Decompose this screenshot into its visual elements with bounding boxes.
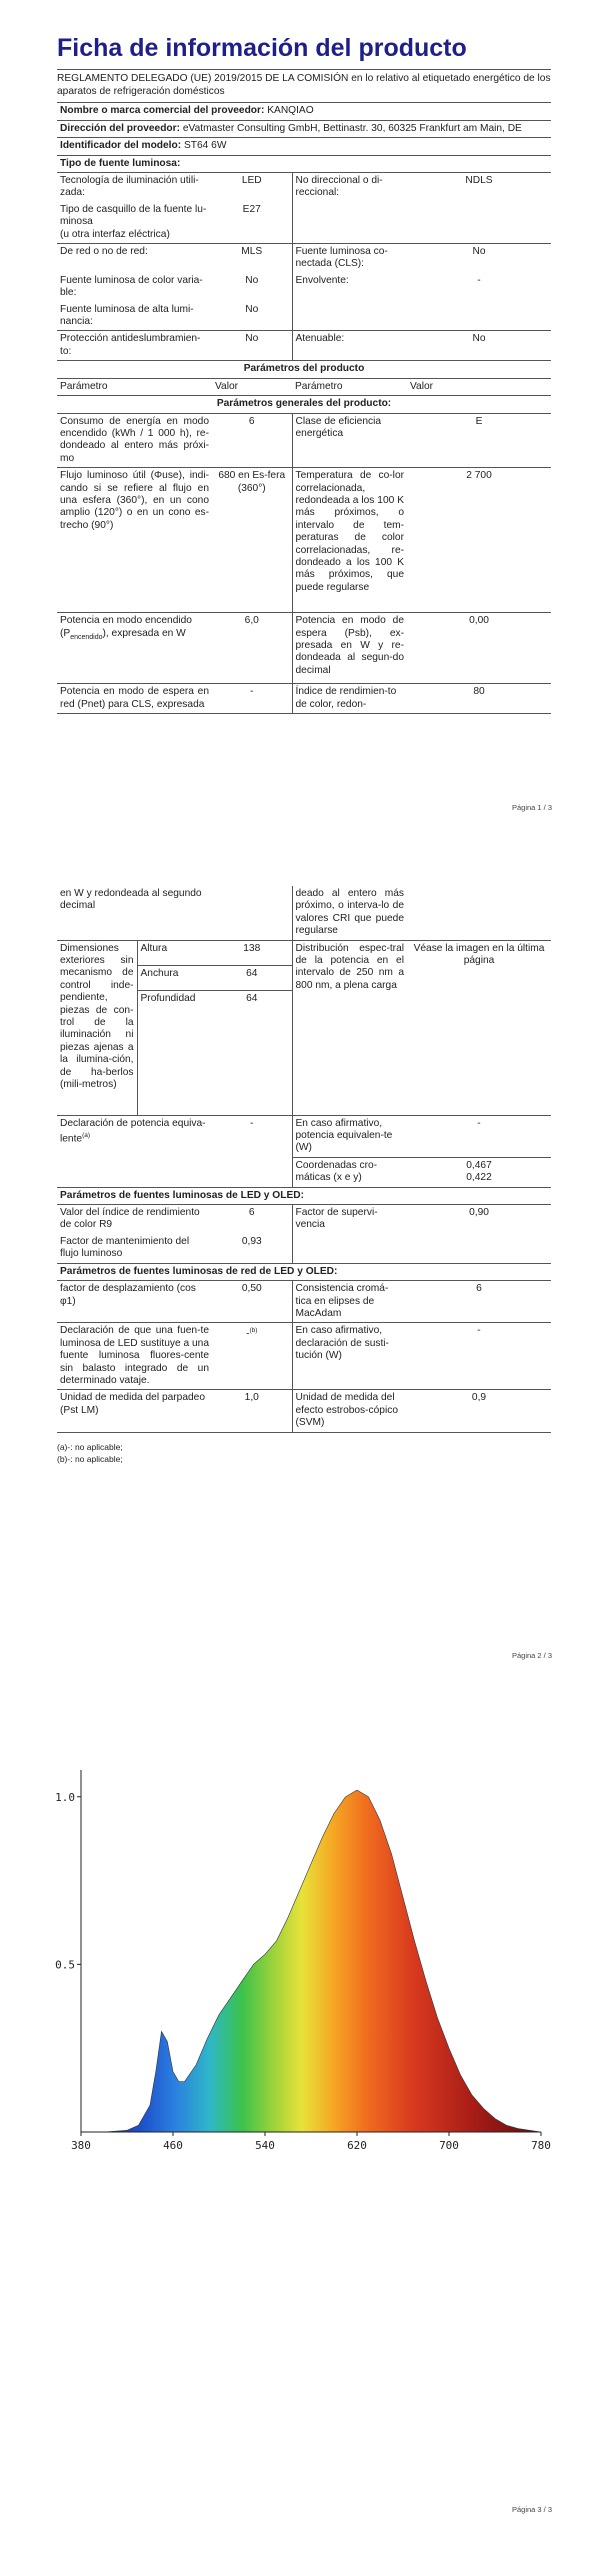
light-source-type-header xyxy=(57,156,551,174)
svm-value: 0,9 xyxy=(407,1390,551,1432)
x-tick-label: 700 xyxy=(439,2139,459,2152)
chroma-label: Coordenadas cro-máticas (x e y) xyxy=(292,1157,407,1187)
page-2-content xyxy=(57,886,551,1465)
r9-value: 6 xyxy=(248,1207,255,1219)
led-params-header: Parámetros de fuentes luminosas de LED y OLED: xyxy=(57,1187,551,1204)
light-source-type-label: Tipo de fuente luminosa: xyxy=(60,157,181,169)
spectrum-area xyxy=(81,1790,541,2132)
cct-value: 2 700 xyxy=(407,468,551,613)
supplier-name-value: KANQIAO xyxy=(267,105,314,116)
chroma-y: 0,422 xyxy=(466,1172,492,1184)
on-power-cell: Potencia en modo encendido $(P_{encendido})$, expresada en W xyxy=(57,613,212,684)
displacement-label: factor de desplazamiento (cos φ1) xyxy=(57,1281,212,1323)
chroma-x: 0,467 xyxy=(466,1159,492,1171)
page-1 xyxy=(0,0,604,840)
energy-value: 6 xyxy=(212,413,292,468)
net-standby-label: Potencia en modo de espera en red (Pnet) para CLS, expresada xyxy=(57,684,212,714)
equiv-power-value: - xyxy=(407,1115,551,1157)
mains-label: De red o no de red: xyxy=(60,246,148,258)
cap-cell xyxy=(57,202,212,244)
product-params-table xyxy=(57,361,551,714)
height-value: 138 xyxy=(212,940,292,965)
supplier-address-row xyxy=(57,121,551,139)
replace-value: - xyxy=(246,1328,250,1340)
y-tick-label: 1.0 xyxy=(55,1790,75,1804)
r9-label: Valor del índice de rendimiento de color R9 xyxy=(60,1207,200,1231)
x-tick-label: 460 xyxy=(163,2139,183,2152)
cap-note: (u otra interfaz eléctrica) xyxy=(60,228,170,240)
page-number-2: Página 2 / 3 xyxy=(511,1651,552,1660)
envelope-value: - xyxy=(477,274,481,286)
flicker-label: Unidad de medida del parpadeo (Pst LM) xyxy=(57,1390,212,1432)
depth-value: 64 xyxy=(212,990,292,1115)
col-param-2: Parámetro xyxy=(292,378,407,395)
tech-label: Tecnología de iluminación utili-zada: xyxy=(60,175,199,199)
height-label: Altura xyxy=(137,940,212,965)
depth-label: Profundidad xyxy=(137,990,212,1115)
class-value: E xyxy=(407,413,551,468)
col-value-2: Valor xyxy=(407,378,551,395)
cri-cont: deado al entero más próximo, o interva-lo de valores CRI que puede regularse xyxy=(292,886,407,940)
x-tick-label: 380 xyxy=(71,2139,91,2152)
equiv-label: Declaración de potencia equiva-lente xyxy=(60,1117,206,1145)
high-lum-value: No xyxy=(212,302,292,331)
equiv-value: - xyxy=(212,1115,292,1187)
spd-label: Distribución espec-tral de la potencia en el intervalo de 250 nm a 800 nm, a plena carga xyxy=(292,940,407,1115)
col-value-1: Valor xyxy=(212,378,292,395)
spd-value: Véase la imagen en la última página xyxy=(407,940,551,1115)
replace-cell: -$^{(b)}$ xyxy=(212,1323,292,1390)
on-power-subscript: encendido xyxy=(70,633,103,641)
maint-label: Factor de mantenimiento del flujo luminoso xyxy=(57,1234,212,1263)
colour-consistency-value: 6 xyxy=(407,1281,551,1323)
type-table xyxy=(57,173,551,361)
displacement-value: 0,50 xyxy=(212,1281,292,1323)
supplier-name-row xyxy=(57,103,551,121)
page-2 xyxy=(0,840,604,1700)
model-label: Identificador del modelo: xyxy=(60,140,182,151)
dimmable-value: No xyxy=(407,331,551,361)
maint-value: 0,93 xyxy=(212,1234,292,1263)
cap-value: E27 xyxy=(212,202,292,244)
spectral-chart-svg xyxy=(53,1740,553,2160)
class-label: Clase de eficiencia energética xyxy=(292,413,407,468)
antiglare-value: No xyxy=(212,331,292,361)
mains-value: MLS xyxy=(241,246,263,258)
mains-led-params-header: Parámetros de fuentes luminosas de red de LED y OLED: xyxy=(57,1263,551,1280)
standby-value: 0,00 xyxy=(407,613,551,684)
general-params-header: Parámetros generales del producto: xyxy=(57,396,551,413)
directional-value: NDLS xyxy=(465,175,493,186)
cct-label: Temperatura de co-lor correlacionada, redondeada a los 100 K más próximos, o intervalo de tem-peraturas de color correlacionadas, re-dondeado a los 100 K más próximos, que puede regularse xyxy=(292,468,407,613)
width-value: 64 xyxy=(212,965,292,990)
replace-claim-label: En caso afirmativo, declaración de susti-tución (W) xyxy=(292,1323,407,1390)
x-tick-label: 780 xyxy=(531,2139,551,2152)
replace-claim-value: - xyxy=(407,1323,551,1390)
on-power-value: 6,0 xyxy=(212,613,292,684)
supplier-name-label: Nombre o marca comercial del proveedor: xyxy=(60,105,265,116)
flux-value: 680 en Es-fera (360°) xyxy=(212,468,292,613)
continued-table xyxy=(57,886,551,1433)
page-title: Ficha de información del producto xyxy=(57,34,467,62)
dimmable-label: Atenuable: xyxy=(292,331,407,361)
directional-label: No direccional o di-reccional: xyxy=(292,173,407,244)
regulation-text: REGLAMENTO DELEGADO (UE) 2019/2015 DE LA COMISIÓN en lo relativo al etiquetado energético de los aparatos de refrigeración domésticos xyxy=(57,69,551,103)
replace-label: Declaración de que una fuen-te luminosa de LED sustituye a una fuente luminosa fluores-cente sin balasto integrado de un determinado vataje. xyxy=(57,1323,212,1390)
page-3 xyxy=(0,1700,604,2560)
page-number-3: Página 3 / 3 xyxy=(511,2505,552,2514)
energy-label: Consumo de energía en modo encendido (kWh / 1 000 h), re-dondeado al entero más próxi-mo xyxy=(57,413,212,468)
footnote-a: (a)-: no aplicable; xyxy=(57,1441,123,1452)
on-power-label: Potencia en modo encendido xyxy=(60,615,192,627)
connected-value: No xyxy=(407,244,551,273)
x-tick-label: 620 xyxy=(347,2139,367,2152)
col-param-1: Parámetro xyxy=(57,378,212,395)
product-params-header: Parámetros del producto xyxy=(57,361,551,378)
colour-tunable-label: Fuente luminosa de color varia-ble: xyxy=(60,274,203,299)
page-number-1: Página 1 / 3 xyxy=(511,803,552,812)
antiglare-label: Protección antideslumbramien-to: xyxy=(57,331,212,361)
survival-value: 0,90 xyxy=(407,1205,551,1264)
envelope-label: Envolvente: xyxy=(292,273,407,331)
cri-value: 80 xyxy=(407,684,551,714)
high-lum-label: Fuente luminosa de alta lumi-nancia: xyxy=(57,302,212,331)
y-tick-label: 0.5 xyxy=(55,1958,75,1972)
cri-label: Índice de rendimien-to de color, redon- xyxy=(292,684,407,714)
footnotes xyxy=(57,1441,551,1465)
page-1-content xyxy=(57,33,551,714)
chroma-cell xyxy=(407,1157,551,1187)
svm-label: Unidad de medida del efecto estrobos-cópico (SVM) xyxy=(292,1390,407,1432)
net-standby-cont: en W y redondeada al segundo decimal xyxy=(57,886,212,940)
supplier-address-label: Dirección del proveedor: xyxy=(60,122,181,134)
dims-label: Dimensiones exteriores sin mecanismo de control inde-pendiente, piezas de con-trol de la iluminación ni piezas ajenas a la ilumina-ción, de ha-berlos (mili-metros) xyxy=(57,940,137,1115)
spectral-distribution-chart xyxy=(53,1740,553,2160)
connected-label: Fuente luminosa co-nectada (CLS): xyxy=(292,244,407,273)
net-standby-value: - xyxy=(212,684,292,714)
colour-consistency-label: Consistencia cromá-tica en elipses de MacAdam xyxy=(292,1281,407,1323)
survival-label: Factor de supervi-vencia xyxy=(292,1205,407,1264)
colour-tunable-value: No xyxy=(245,274,259,286)
flicker-value: 1,0 xyxy=(212,1390,292,1432)
standby-label: Potencia en modo de espera (Psb), ex-presada en W y re-dondeada al segun-do decimal xyxy=(292,613,407,684)
footnote-b: (b)-: no aplicable; xyxy=(57,1453,123,1464)
supplier-address-value: eVatmaster Consulting GmbH, Bettinastr. 30, 60325 Frankfurt am Main, DE xyxy=(182,122,522,134)
width-label: Anchura xyxy=(137,965,212,990)
model-value: ST64 6W xyxy=(183,140,227,151)
model-row xyxy=(57,138,551,156)
plot-area xyxy=(55,1770,551,2152)
equiv-power-label: En caso afirmativo, potencia equivalen-te (W) xyxy=(292,1115,407,1157)
x-tick-label: 540 xyxy=(255,2139,275,2152)
equiv-cell: Declaración de potencia equiva-lente$^{(a)}$ xyxy=(57,1115,212,1187)
cap-label: Tipo de casquillo de la fuente lu-minosa xyxy=(60,203,207,228)
flux-label: Flujo luminoso útil (Φuse), indi-cando si se refiere al flujo en una esfera (360°), en un cono amplio (120°) o en un cono es-trecho (90°) xyxy=(57,468,212,613)
tech-value: LED xyxy=(241,175,262,186)
